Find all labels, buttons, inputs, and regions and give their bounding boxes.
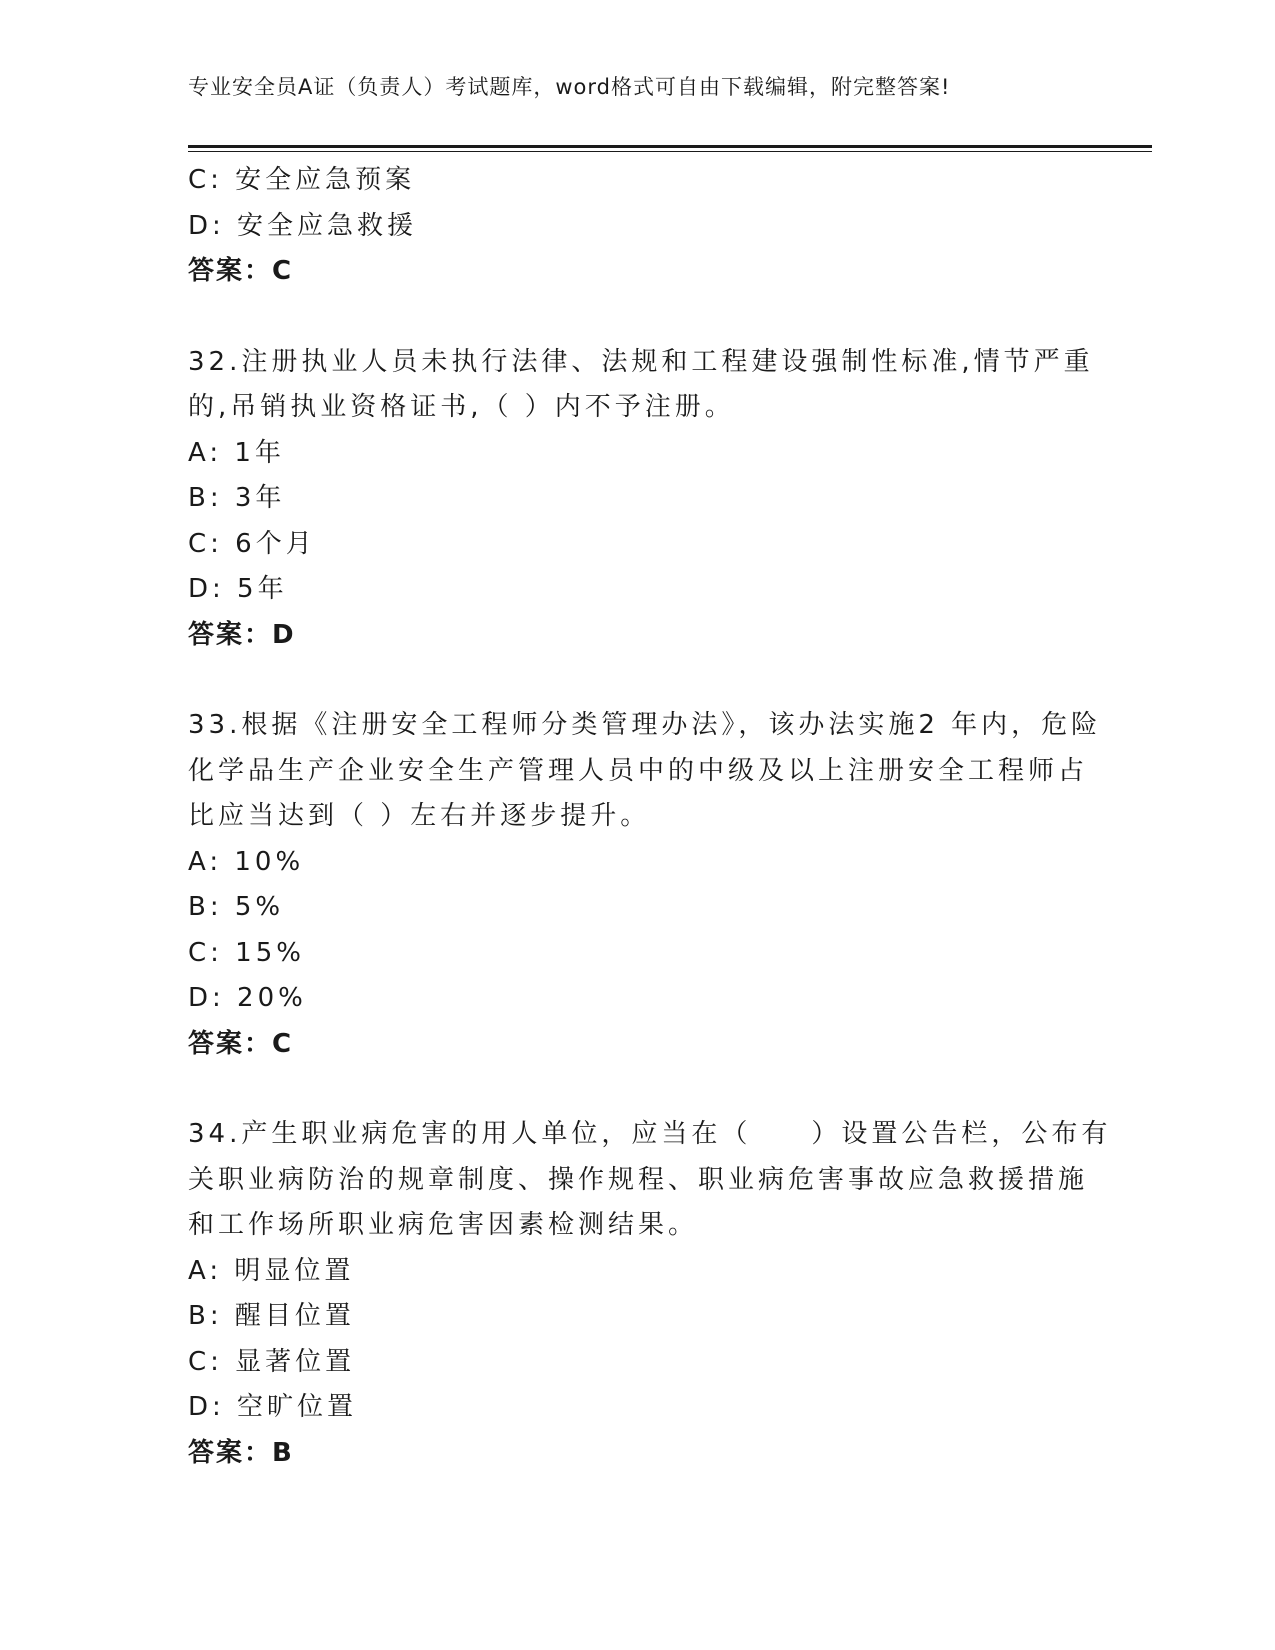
option-c: C: 安全应急预案 <box>188 165 416 195</box>
header-rule-thin <box>188 151 1152 152</box>
question-33 <box>188 703 1102 1067</box>
option-a: A: 10% <box>188 846 305 877</box>
question-stem-line: 的,吊销执业资格证书,（ ）内不予注册。 <box>188 392 735 422</box>
spacer <box>188 1067 1088 1112</box>
answer-line: 答案：B <box>188 1437 294 1468</box>
question-stem-line: 33.根据《注册安全工程师分类管理办法》，该办法实施2 年内，危险 <box>188 710 1102 740</box>
option-a: A: 1年 <box>188 437 285 468</box>
option-c: C: 显著位置 <box>188 1346 356 1377</box>
option-d: D: 空旷位置 <box>188 1392 358 1422</box>
question-stem-line: 34.产生职业病危害的用人单位，应当在（ ）设置公告栏，公布有 <box>188 1119 1112 1149</box>
header-rule-thick <box>188 145 1152 148</box>
question-stem-line: 比应当达到（ ）左右并逐步提升。 <box>188 801 651 831</box>
page-header: 专业安全员A证（负责人）考试题库，word格式可自由下载编辑，附完整答案! <box>188 75 951 99</box>
answer-line: 答案：D <box>188 619 296 650</box>
option-b: B: 5% <box>188 892 285 922</box>
continued-question <box>188 158 1088 295</box>
option-d: D: 安全应急救援 <box>188 210 418 241</box>
option-d: D: 20% <box>188 983 307 1013</box>
question-stem-line: 和工作场所职业病危害因素检测结果。 <box>188 1210 699 1240</box>
spacer <box>188 658 1088 703</box>
question-stem-line: 关职业病防治的规章制度、操作规程、职业病危害事故应急救援措施 <box>188 1164 1089 1195</box>
question-content <box>188 158 1112 1476</box>
question-34 <box>188 1112 1112 1476</box>
option-c: C: 6个月 <box>188 528 316 559</box>
spacer <box>188 295 1088 340</box>
option-b: B: 醒目位置 <box>188 1301 355 1331</box>
option-a: A: 明显位置 <box>188 1255 355 1286</box>
option-d: D: 5年 <box>188 574 288 604</box>
option-c: C: 15% <box>188 937 305 968</box>
answer-line: 答案：C <box>188 1028 294 1059</box>
question-32 <box>188 340 1094 659</box>
question-stem-line: 32.注册执业人员未执行法律、法规和工程建设强制性标准,情节严重 <box>188 346 1094 377</box>
option-b: B: 3年 <box>188 483 286 513</box>
answer-line: 答案：C <box>188 256 294 286</box>
question-stem-line: 化学品生产企业安全生产管理人员中的中级及以上注册安全工程师占 <box>188 755 1089 786</box>
